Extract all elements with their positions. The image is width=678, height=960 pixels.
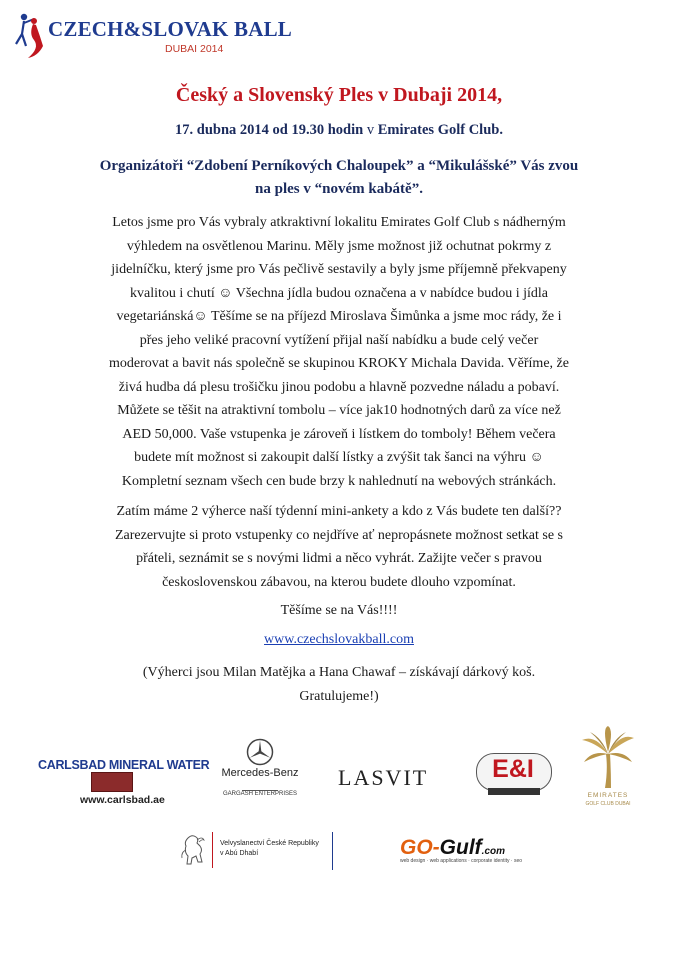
body-paragraph	[0, 211, 678, 493]
arabic-script-icon	[242, 790, 278, 795]
dancers-icon	[10, 10, 44, 62]
organizers-line: na ples v “novém kabátě”.	[255, 181, 423, 197]
gogulf-rest: Gulf	[439, 836, 482, 859]
czech-lion-icon	[180, 834, 206, 866]
gogulf-suffix: .com	[481, 846, 506, 857]
winners-line: Gratulujeme!)	[299, 688, 379, 704]
embassy-line-2: v Abú Dhabí	[220, 850, 259, 857]
ei-text: E&I	[492, 755, 534, 783]
date-connector: v	[363, 122, 378, 138]
body-line: budete mít možnost si zakoupit další lístky a zvýšit tak šanci na výhru ☺	[134, 450, 544, 465]
body-line: AED 50,000. Vaše vstupenka je zároveň i lístkem do tomboly! Během večera	[122, 426, 556, 442]
body-line: Můžete se těšit na atraktivní tombolu – více jak10 hodnotných darů za více než	[117, 403, 561, 418]
event-date-line	[0, 122, 678, 139]
logo-subtitle: DUBAI 2014	[165, 43, 224, 55]
carlsbad-name: CARLSBAD MINERAL WATER	[38, 758, 210, 772]
ei-logo	[476, 753, 552, 797]
body-line: přes jeho veliké pracovní vytížení přijal naší nabídku a bude celý večer	[139, 332, 539, 348]
organizers-text	[0, 155, 678, 201]
website-link[interactable]: www.czechslovakball.com	[264, 632, 414, 647]
body-line: jidelníčku, který jsme pro Vás pečlivě sestavily a byly jsme příjemně překvapeny	[111, 262, 567, 277]
mercedes-dealer: GARGASH ENTERPRISES	[222, 791, 297, 797]
lasvit-logo: LASVIT	[338, 765, 429, 790]
event-venue: Emirates Golf Club.	[377, 122, 503, 138]
logo-title: CZECH&SLOVAK BALL	[48, 17, 292, 41]
embassy-logo	[180, 832, 335, 872]
winners-line: (Výherci jsou Milan Matějka a Hana Chawaf – získávají dárkový koš.	[142, 665, 536, 680]
emirates-sub: GOLF CLUB DUBAI	[585, 801, 631, 807]
invitation-title: Český a Slovenský Ples v Dubaji 2014,	[175, 84, 503, 106]
body-line: živá hudba dá plesu trošičku jinou podobu a hlavně pozvedne náladu a pobaví.	[118, 379, 560, 395]
event-date: 17. dubna 2014 od 19.30 hodin	[175, 122, 364, 138]
gogulf-logo	[400, 836, 523, 866]
contest-paragraph	[0, 500, 678, 594]
body-line: výhledem na osvětlenou Marinu. Měly jsme možnost již ochutnat pokrmy z	[126, 238, 552, 254]
gogulf-tagline: web design · web applications · corporate identity · seo	[400, 858, 523, 864]
website-line	[0, 628, 678, 652]
organizers-line: Organizátoři “Zdobení Perníkových Chaloupek” a “Mikulášské” Vás zvou	[99, 158, 579, 174]
gogulf-prefix: GO-	[400, 836, 440, 859]
contest-line: přáteli, seznámit se s novými lidmi a něco vyhrát. Zažijte večer s pravou	[136, 551, 542, 566]
palm-tree-icon	[578, 724, 638, 790]
ball-logo	[10, 10, 292, 62]
body-line: moderovat a bavit nás společně se skupinou KROKY Michala Davida. Věříme, že	[109, 356, 569, 371]
carlsbad-logo	[38, 752, 210, 808]
embassy-line-1: Velvyslanectví České Republiky	[220, 840, 319, 847]
body-line: Letos jsme pro Vás vybraly atkraktivní lokalitu Emirates Golf Club s nádherným	[112, 215, 566, 230]
contest-line: československou zábavou, na kterou budete dlouho vzpomínat.	[162, 574, 516, 590]
closing-text: Těšíme se na Vás!!!!	[280, 603, 398, 618]
mercedes-name: Mercedes-Benz	[221, 767, 299, 779]
carlsbad-seal-icon	[91, 772, 133, 792]
emirates-name: EMIRATES	[587, 792, 629, 799]
embassy-divider	[212, 832, 213, 868]
winners-text	[0, 661, 678, 708]
body-line: vegetariánská☺ Těšíme se na příjezd Miroslava Šimůnka a jsme moc rády, že i	[116, 309, 562, 324]
contest-line: Zarezervujte si proto vstupenky co nejdříve ať nepropásnete možnost setkat se s	[114, 527, 563, 543]
ei-bar	[488, 788, 540, 795]
contest-line: Zatím máme 2 výherce naší týdenní mini-ankety a kdo z Vás budete ten další??	[116, 504, 562, 519]
mercedes-star-icon	[246, 738, 274, 766]
embassy-side-line	[332, 832, 333, 870]
mercedes-logo	[218, 738, 302, 808]
carlsbad-url: www.carlsbad.ae	[80, 794, 165, 806]
emirates-golf-logo	[578, 724, 638, 806]
body-line: kvalitou i chutí ☺ Všechna jídla budou označena a v nabídce budou i jídla	[130, 285, 548, 301]
gogulf-name	[400, 836, 505, 860]
body-line: Kompletní seznam všech cen bude brzy k nahlednutí na webových stránkách.	[121, 473, 557, 489]
